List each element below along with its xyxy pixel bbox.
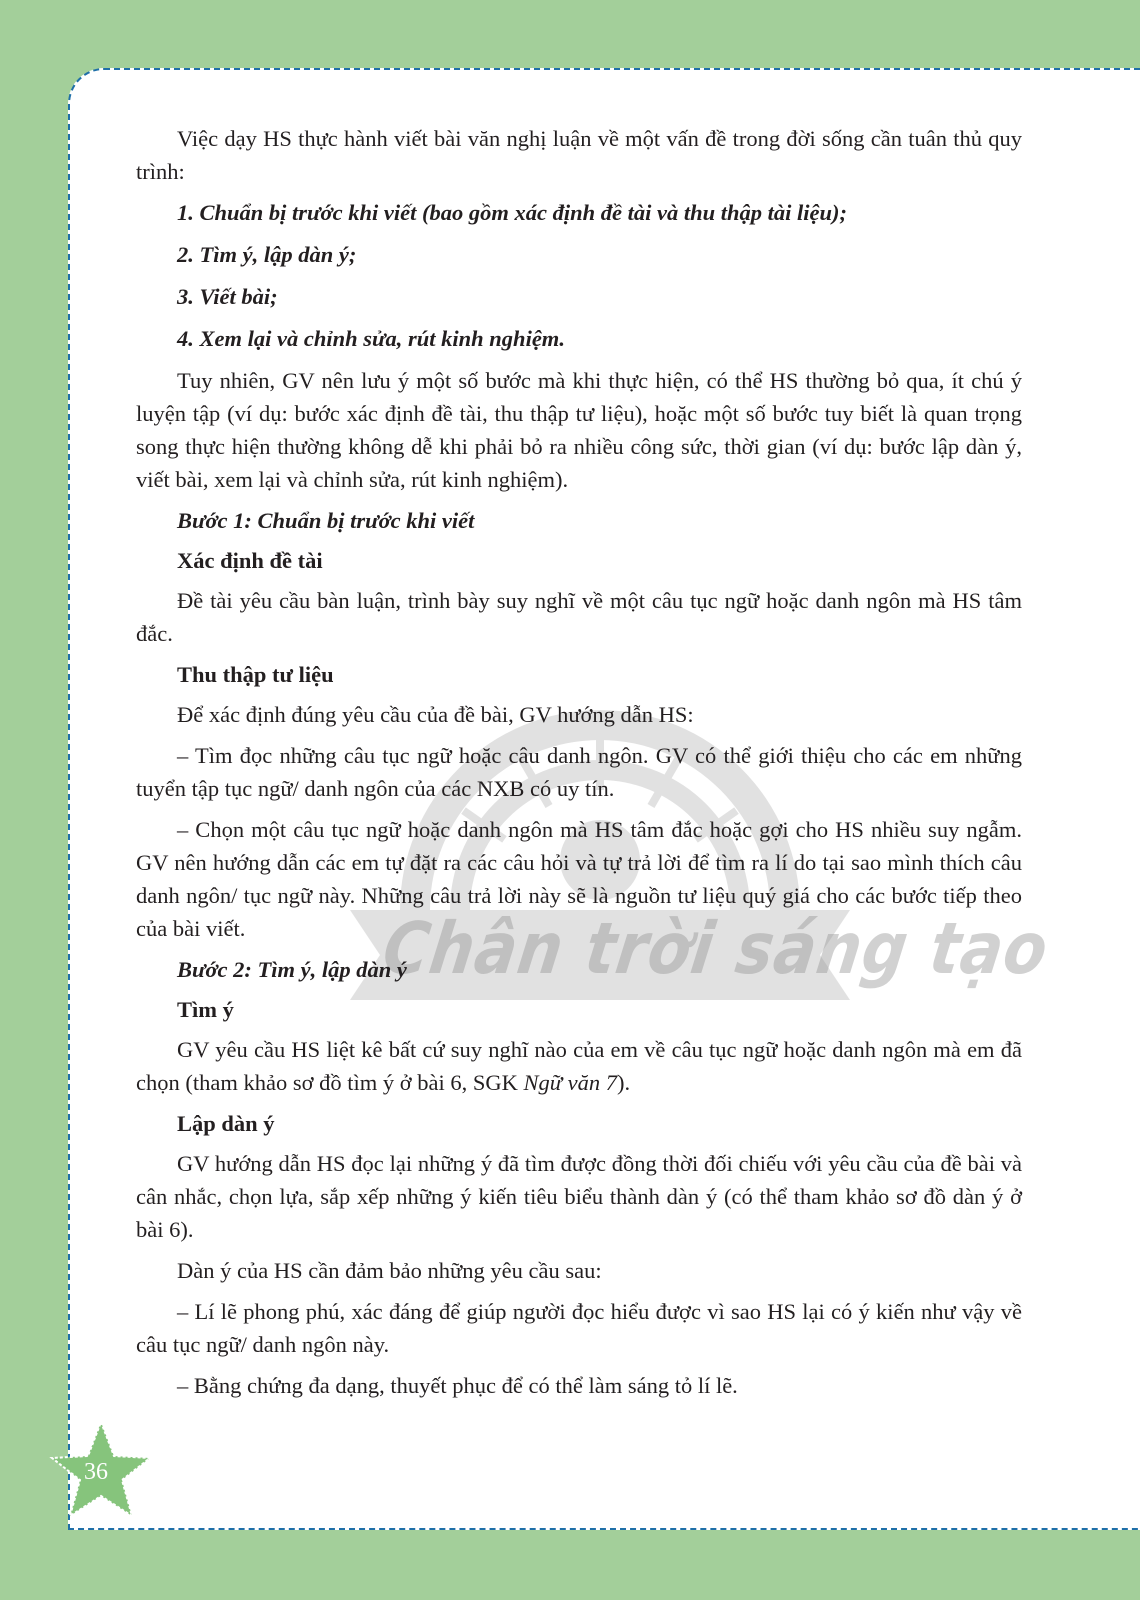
- page-number: 36: [84, 1459, 108, 1485]
- intro-paragraph: Việc dạy HS thực hành viết bài văn nghị luận về một vấn đề trong đời sống cần tuân thủ quy trình:: [136, 126, 1022, 184]
- book-title: Ngữ văn 7: [523, 1070, 618, 1095]
- collect-item-2: – Chọn một câu tục ngữ hoặc danh ngôn mà HS tâm đắc hoặc gợi cho HS nhiều suy ngẫm. GV nên hướng dẫn các em tự đặt ra các câu hỏi và tự trả lời để tìm ra lí do tại sao mình thích câu danh ngôn/ tục ngữ này. Những câu trả lời này sẽ là nguồn tư liệu quý giá cho các bước tiếp theo của bài viết.: [136, 817, 1022, 941]
- process-step-4: 4. Xem lại và chỉnh sửa, rút kinh nghiệm.: [177, 326, 565, 351]
- watermark-text: Chân trời sáng tạo: [378, 906, 1054, 991]
- page-content: [136, 122, 1022, 1410]
- find-ideas-text-a: GV yêu cầu HS liệt kê bất cứ suy nghĩ nào của em về câu tục ngữ hoặc danh ngôn mà em đã chọn (tham khảo sơ đồ tìm ý ở bài 6, SGK: [136, 1037, 1022, 1095]
- heading-find-ideas: Tìm ý: [177, 997, 234, 1022]
- heading-step-2: Bước 2: Tìm ý, lập dàn ý: [177, 957, 407, 982]
- heading-collect: Thu thập tư liệu: [177, 662, 334, 687]
- process-step-2: 2. Tìm ý, lập dàn ý;: [177, 242, 357, 267]
- outline-requirement-1: – Lí lẽ phong phú, xác đáng để giúp người đọc hiểu được vì sao HS lại có ý kiến như vậy về câu tục ngữ/ danh ngôn này.: [136, 1299, 1022, 1357]
- outline-requirements-intro: Dàn ý của HS cần đảm bảo những yêu cầu sau:: [177, 1258, 602, 1283]
- heading-step-1: Bước 1: Chuẩn bị trước khi viết: [177, 508, 475, 533]
- heading-topic: Xác định đề tài: [177, 548, 323, 573]
- topic-paragraph: Đề tài yêu cầu bàn luận, trình bày suy nghĩ về một câu tục ngữ hoặc danh ngôn mà HS tâm đắc.: [136, 588, 1022, 646]
- find-ideas-paragraph: [136, 1033, 1022, 1099]
- note-paragraph: Tuy nhiên, GV nên lưu ý một số bước mà khi thực hiện, có thể HS thường bỏ qua, ít chú ý luyện tập (ví dụ: bước xác định đề tài, thu thập tư liệu), hoặc một số bước tuy biết là quan trọng song thực hiện thường không dễ khi phải bỏ ra nhiều công sức, thời gian (ví dụ: bước lập dàn ý, viết bài, xem lại và chỉnh sửa, rút kinh nghiệm).: [136, 368, 1022, 492]
- process-step-1: 1. Chuẩn bị trước khi viết (bao gồm xác định đề tài và thu thập tài liệu);: [177, 200, 847, 225]
- heading-outline: Lập dàn ý: [177, 1111, 275, 1136]
- process-step-3: 3. Viết bài;: [177, 284, 278, 309]
- collect-item-1: – Tìm đọc những câu tục ngữ hoặc câu danh ngôn. GV có thể giới thiệu cho các em những tuyển tập tục ngữ/ danh ngôn của các NXB có uy tín.: [136, 743, 1022, 801]
- find-ideas-text-c: ).: [617, 1070, 631, 1095]
- outline-paragraph: GV hướng dẫn HS đọc lại những ý đã tìm được đồng thời đối chiếu với yêu cầu của đề bài và cân nhắc, chọn lựa, sắp xếp những ý kiến tiêu biểu thành dàn ý (có thể tham khảo sơ đồ dàn ý ở bài 6).: [136, 1151, 1022, 1242]
- collect-intro-paragraph: Để xác định đúng yêu cầu của đề bài, GV hướng dẫn HS:: [177, 702, 694, 727]
- outline-requirement-2: – Bằng chứng đa dạng, thuyết phục để có thể làm sáng tỏ lí lẽ.: [177, 1373, 738, 1398]
